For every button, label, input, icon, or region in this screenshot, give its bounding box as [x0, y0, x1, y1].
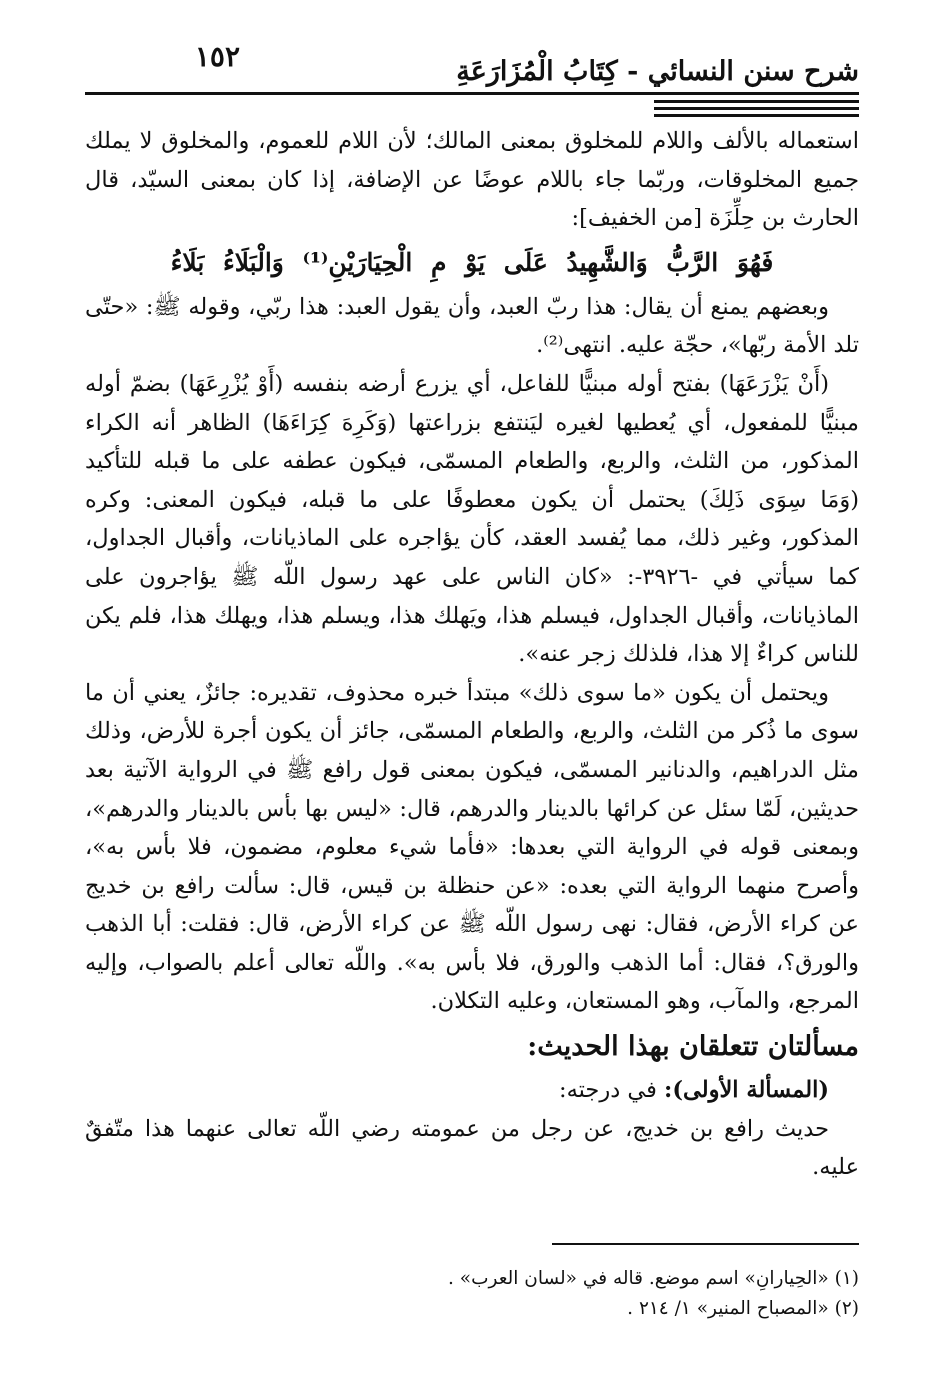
main-text	[85, 122, 859, 1187]
paragraph: استعماله بالألف واللام للمخلوق بمعنى المالك؛ لأن اللام للعموم، والمخلوق لا يملك جميع المخلوقات، وربّما جاء باللام عوضًا عن الإضافة، إذا كان بمعنى السيّد، قال الحارث بن حِلِّزَة [من الخفيف]:	[85, 128, 859, 232]
paragraph: (أَنْ يَزْرَعَهَا) بفتح أوله مبنيًّا للفاعل، أي يزرع أرضه بنفسه (أَوْ يُزْرِعَهَا) بضمّ أوله مبنيًّا للمفعول، أي يُعطيها لغيره ليَنتفع بزراعتها (وَكَرِهَ كِرَاءَهَا) الظاهر أنه الكراء المذكور، من الثلث، والربع، والطعام المسمّى، فيكون عطفه على ما قبله للتأكيد (وَمَا سِوَى ذَلِكَ) يحتمل أن يكون معطوفًا على ما قبله، فيكون المعنى: وكره المذكور، وغير ذلك، مما يُفسد العقد، كأن يؤاجره على الماذيانات، وأقبال الجداول، كما سيأتي في -٣٩٢٦-: «كان الناس على عهد رسول اللّه ﷺ يؤاجرون على الماذيانات، وأقبال الجداول، فيسلم هذا، ويَهلك هذا، ويسلم هذا، ويهلك هذا، فلم يكن للناس كراءٌ إلا هذا، فلذلك زجر عنه».	[85, 370, 859, 668]
issue-heading	[85, 1071, 859, 1110]
paragraph: حديث رافع بن خديج، عن رجل من عمومته رضي اللّه تعالى عنهما هذا متّفقٌ عليه.	[85, 1115, 859, 1181]
issue-label: (المسألة الأولى):	[664, 1077, 829, 1104]
page-number-rules	[654, 100, 859, 121]
footnote: (١) «الحِيارانِ» اسم موضع. قاله في «لسان العرب» .	[447, 1268, 859, 1289]
section-heading: مسألتان تتعلقان بهذا الحديث:	[527, 1031, 859, 1063]
running-title: شرح سنن النسائي - كِتَابُ الْمُزَارَعَةِ	[456, 56, 859, 87]
issue-rest: في درجته:	[559, 1077, 665, 1104]
page-number: ١٥٢	[194, 40, 240, 73]
footnote-separator	[552, 1243, 859, 1245]
footnote: (٢) «المصباح المنير» ١/ ٢١٤ .	[627, 1298, 859, 1319]
footnotes	[85, 1264, 859, 1324]
paragraph: ويحتمل أن يكون «ما سوى ذلك» مبتدأ خبره محذوف، تقديره: جائزٌ، يعني أن ما سوى ما ذُكر من الثلث، والربع، والطعام المسمّى، جائز أن يكون أجرة للأرض، وذلك مثل الدراهيم، والدنانير المسمّى، فيكون بمعنى قول رافع ﷺ في الرواية الآتية بعد حديثين، لَمّا سئل عن كرائها بالدينار والدرهم، قال: «ليس بها بأس بالدينار والدرهم»، وبمعنى قوله في الرواية التي بعدها: «فأما شيء معلوم، مضمون، فلا بأس به»، وأصرح منهما الرواية التي بعده: «عن حنظلة بن قيس، قال: سألت رافع بن خديج عن كراء الأرض، فقال: نهى رسول اللّه ﷺ عن كراء الأرض، قال: فقلت: أبا الذهب والورق؟، فقال: أما الذهب والورق، فلا بأس به». واللّه تعالى أعلم بالصواب، وإليه المرجع، والمآب، وهو المستعان، وعليه التكلان.	[85, 679, 859, 1015]
header-rule	[85, 92, 859, 95]
paragraph: وبعضهم يمنع أن يقال: هذا ربّ العبد، وأن يقول العبد: هذا ربّي، وقوله ﷺ: «حتّى تلد الأمة ربّها»، حجّة عليه. انتهى⁽²⁾.	[85, 293, 859, 359]
poetry-verse: فَهُوَ الرَّبُّ وَالشَّهِيدُ عَلَى يَوْ مِ الْحِيَارَيْنِ⁽¹⁾ وَالْبَلَاءُ بَلَاءُ	[170, 247, 774, 277]
